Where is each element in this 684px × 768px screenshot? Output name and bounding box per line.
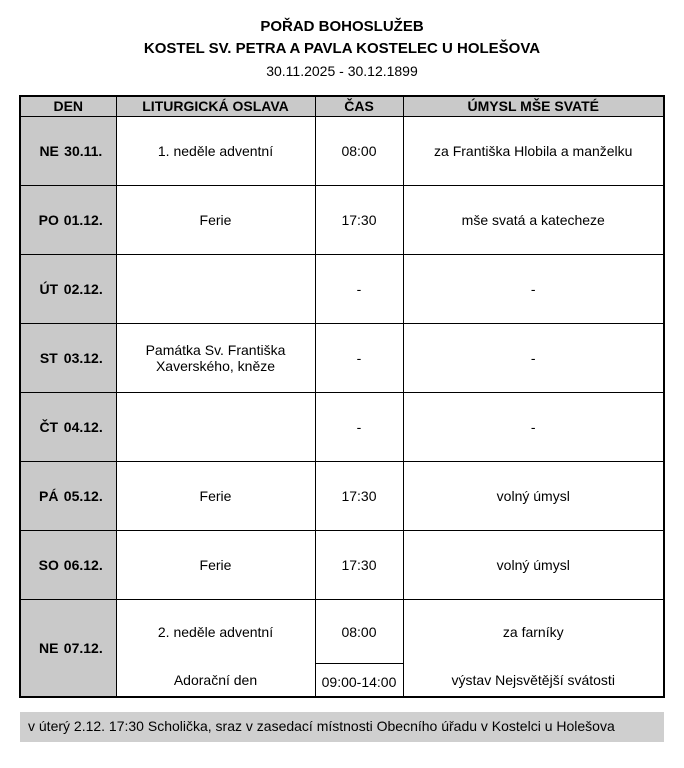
table-row bbox=[20, 186, 664, 255]
time-cell: - bbox=[315, 393, 403, 462]
celebration-cell: Památka Sv. Františka Xaverského, kněze bbox=[116, 324, 315, 393]
day-date: 02.12. bbox=[63, 281, 103, 297]
intention-cell: volný úmysl bbox=[403, 531, 664, 600]
column-header-umysl: ÚMYSL MŠE SVATÉ bbox=[403, 96, 664, 117]
celebration-cell: Ferie bbox=[116, 462, 315, 531]
celebration-cell: Ferie bbox=[116, 531, 315, 600]
day-abbrev: ČT bbox=[39, 419, 59, 435]
celebration-cell bbox=[116, 393, 315, 462]
celebration-cell: Ferie bbox=[116, 186, 315, 255]
day-cell bbox=[20, 324, 116, 393]
table-row bbox=[20, 117, 664, 186]
time-cell: 08:00 bbox=[315, 117, 403, 186]
document-header bbox=[0, 0, 684, 79]
day-abbrev: NE bbox=[39, 143, 59, 159]
day-abbrev: PÁ bbox=[39, 488, 59, 504]
time-cell: - bbox=[315, 255, 403, 324]
table-row bbox=[20, 324, 664, 393]
time-cell: 17:30 bbox=[315, 462, 403, 531]
footer-note: v úterý 2.12. 17:30 Scholička, sraz v zasedací místnosti Obecního úřadu v Kostelci u Holešova bbox=[20, 712, 664, 743]
column-header-den: DEN bbox=[20, 96, 116, 117]
day-abbrev: PO bbox=[38, 212, 59, 228]
table-row bbox=[20, 531, 664, 600]
column-header-liturgicka-oslava: LITURGICKÁ OSLAVA bbox=[116, 96, 315, 117]
schedule-table bbox=[19, 95, 665, 698]
day-cell bbox=[20, 393, 116, 462]
day-abbrev: ST bbox=[39, 350, 58, 366]
day-date: 05.12. bbox=[63, 488, 103, 504]
table-row bbox=[20, 393, 664, 462]
page-title: POŘAD BOHOSLUŽEB bbox=[260, 18, 424, 35]
day-cell bbox=[20, 600, 116, 697]
day-abbrev: NE bbox=[39, 639, 59, 656]
celebration-cell bbox=[116, 600, 315, 697]
intention-cell: - bbox=[403, 324, 664, 393]
day-date: 04.12. bbox=[63, 419, 103, 435]
time-line-2: 09:00-14:00 bbox=[316, 663, 403, 695]
time-cell: 17:30 bbox=[315, 186, 403, 255]
intention-cell: mše svatá a katecheze bbox=[403, 186, 664, 255]
day-abbrev: SO bbox=[38, 557, 59, 573]
column-header-cas: ČAS bbox=[315, 96, 403, 117]
day-cell bbox=[20, 186, 116, 255]
celebration-cell: 1. neděle adventní bbox=[116, 117, 315, 186]
table-row bbox=[20, 255, 664, 324]
day-cell bbox=[20, 117, 116, 186]
intention-line-1: za farníky bbox=[502, 624, 564, 641]
day-abbrev: ÚT bbox=[39, 281, 59, 297]
celebration-line-2: Adorační den bbox=[173, 672, 258, 689]
table-row bbox=[20, 600, 664, 697]
table-header-row bbox=[20, 96, 664, 117]
intention-cell: volný úmysl bbox=[403, 462, 664, 531]
time-cell bbox=[315, 600, 403, 697]
day-date: 30.11. bbox=[64, 143, 103, 159]
day-date: 01.12. bbox=[63, 212, 103, 228]
day-cell bbox=[20, 531, 116, 600]
celebration-cell bbox=[116, 255, 315, 324]
time-cell: 17:30 bbox=[315, 531, 403, 600]
table-row bbox=[20, 462, 664, 531]
day-date: 06.12. bbox=[63, 557, 103, 573]
day-cell bbox=[20, 462, 116, 531]
time-line-1: 08:00 bbox=[341, 624, 377, 641]
intention-cell bbox=[403, 600, 664, 697]
intention-cell: za Františka Hlobila a manželku bbox=[403, 117, 664, 186]
date-range: 30.11.2025 - 30.12.1899 bbox=[266, 62, 418, 79]
page-subtitle: KOSTEL SV. PETRA A PAVLA KOSTELEC U HOLEŠOVA bbox=[143, 39, 541, 57]
intention-cell: - bbox=[403, 255, 664, 324]
day-date: 03.12. bbox=[63, 350, 103, 366]
day-cell bbox=[20, 255, 116, 324]
time-cell: - bbox=[315, 324, 403, 393]
intention-cell: - bbox=[403, 393, 664, 462]
intention-line-2: výstav Nejsvětější svátosti bbox=[451, 672, 615, 689]
celebration-line-1: 2. neděle adventní bbox=[157, 624, 274, 641]
day-date: 07.12. bbox=[63, 639, 103, 656]
